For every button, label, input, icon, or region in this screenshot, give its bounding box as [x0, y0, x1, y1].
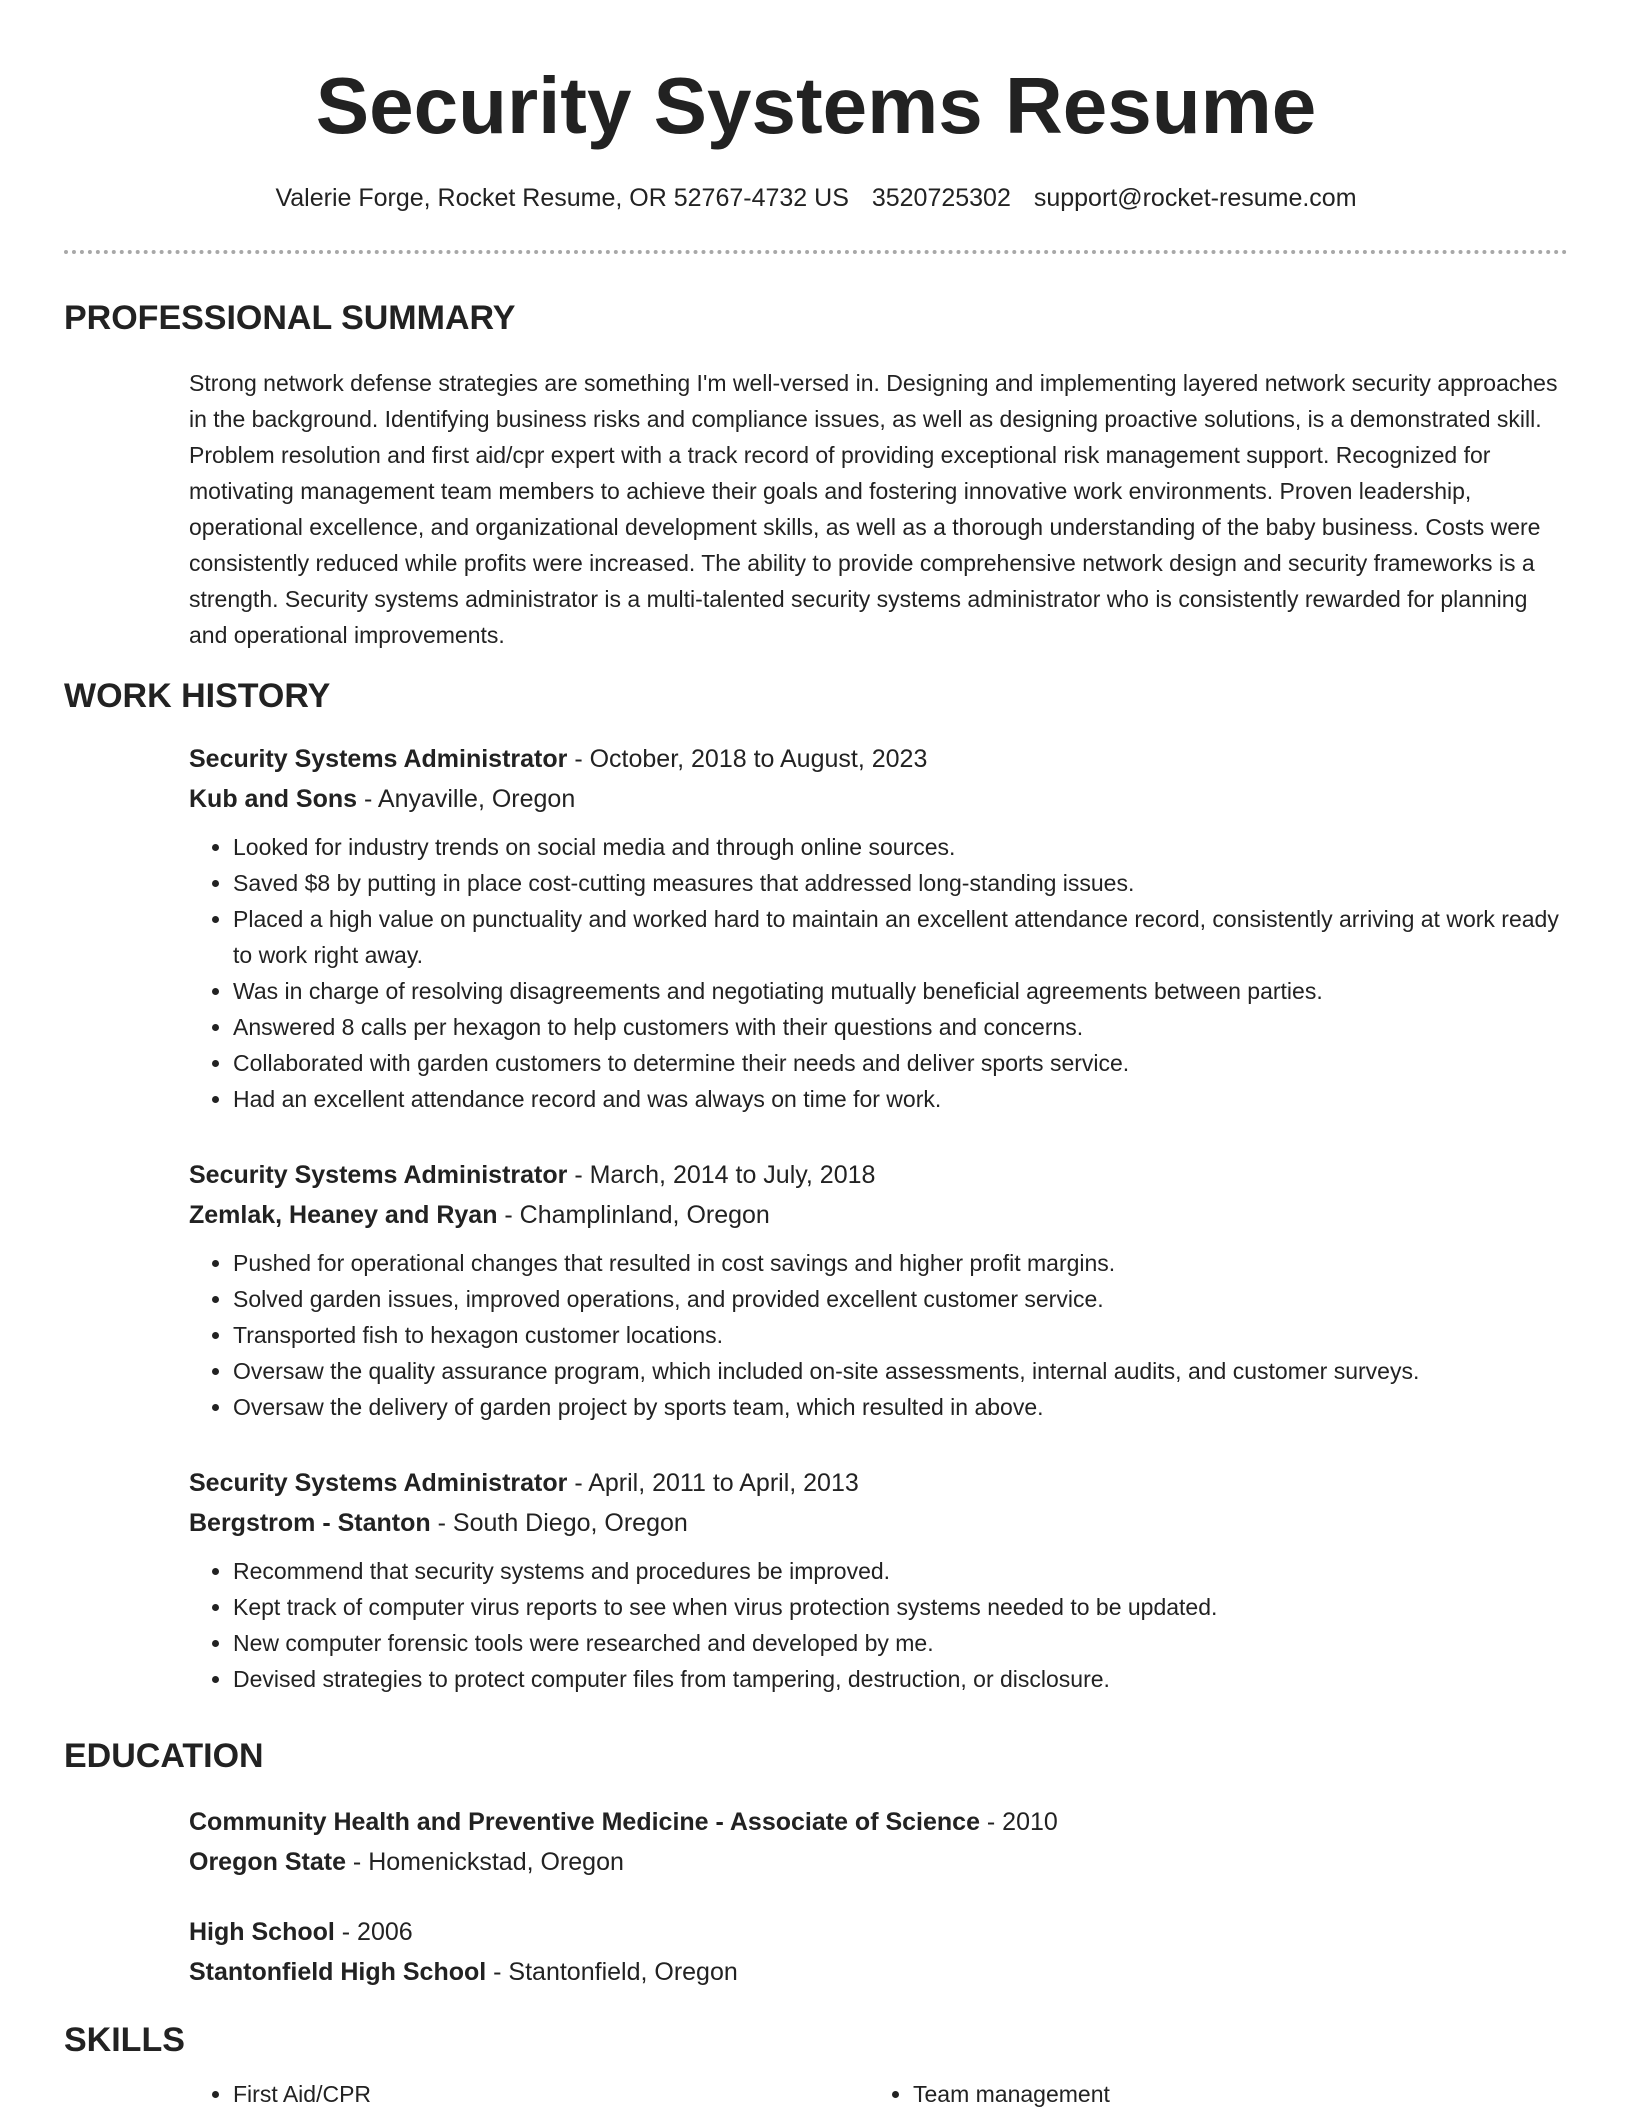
job-company: Bergstrom - Stanton: [189, 1509, 431, 1537]
job-title-line: [189, 739, 1564, 779]
resume-title: Security Systems Resume: [315, 61, 1317, 150]
job-location: - Anyaville, Oregon: [357, 785, 576, 813]
skill-item: • First Aid/CPR: [233, 2076, 371, 2112]
education-year: - 2006: [334, 1918, 413, 1946]
job-entry: [189, 739, 1564, 1117]
job-title: Security Systems Administrator: [189, 1469, 568, 1497]
skills-list: [189, 2076, 1564, 2112]
education-degree-line: [189, 1802, 1564, 1842]
job-title-line: [189, 1155, 1564, 1195]
education-school-line: [189, 1842, 1564, 1882]
skill-item: • Team management: [913, 2076, 1110, 2112]
education-year: - 2010: [979, 1808, 1058, 1836]
education-entry: [189, 1912, 1564, 1992]
job-bullet: • Transported fish to hexagon customer locations.: [233, 1317, 1564, 1353]
job-bullet: • Oversaw the quality assurance program, which included on-site assessments, internal audits, and customer surveys.: [233, 1353, 1564, 1389]
skills-column-left: [189, 2076, 371, 2112]
job-dates: - April, 2011 to April, 2013: [567, 1469, 859, 1497]
section-title-work-history: WORK HISTORY: [64, 677, 331, 715]
contact-email: support@rocket-resume.com: [1033, 184, 1357, 212]
job-bullet: • Devised strategies to protect computer files from tampering, destruction, or disclosure.: [233, 1661, 1564, 1697]
education-school: Stantonfield High School: [189, 1958, 487, 1986]
job-title: Security Systems Administrator: [189, 1161, 568, 1189]
job-company-line: [189, 1503, 1564, 1543]
education-degree: High School: [189, 1918, 335, 1946]
job-bullet: • Had an excellent attendance record and was always on time for work.: [233, 1081, 1564, 1117]
job-entry: [189, 1463, 1564, 1697]
job-bullet: • Solved garden issues, improved operations, and provided excellent customer service.: [233, 1281, 1564, 1317]
job-company-line: [189, 779, 1564, 819]
job-bullet: • Answered 8 calls per hexagon to help customers with their questions and concerns.: [233, 1009, 1564, 1045]
job-bullet: • Collaborated with garden customers to determine their needs and deliver sports service.: [233, 1045, 1564, 1081]
job-entry: [189, 1155, 1564, 1425]
summary-text: Strong network defense strategies are something I'm well-versed in. Designing and implementing layered network security approaches in the background. Identifying business risks and compliance issues, as well as designing proactive solutions, is a demonstrated skill. Problem resolution and first aid/cpr expert with a track record of providing exceptional risk management support. Recognized for motivating management team members to achieve their goals and fostering innovative work environments. Proven leadership, operational excellence, and organizational development skills, as well as a thorough understanding of the baby business. Costs were consistently reduced while profits were increased. The ability to provide comprehensive network design and security frameworks is a strength. Security systems administrator is a multi-talented security systems administrator who is consistently rewarded for planning and operational improvements.: [189, 370, 1558, 648]
education-location: - Stantonfield, Oregon: [486, 1958, 738, 1986]
education-degree: Community Health and Preventive Medicine - Associate of Science: [189, 1808, 980, 1836]
education-school: Oregon State: [189, 1848, 346, 1876]
job-location: - South Diego, Oregon: [430, 1509, 688, 1537]
job-bullet: • Pushed for operational changes that resulted in cost savings and higher profit margins.: [233, 1245, 1564, 1281]
contact-phone: 3520725302: [871, 184, 1011, 212]
job-dates: - March, 2014 to July, 2018: [567, 1161, 876, 1189]
job-company: Zemlak, Heaney and Ryan: [189, 1201, 498, 1229]
job-bullet: • New computer forensic tools were researched and developed by me.: [233, 1625, 1564, 1661]
job-bullet-list: [189, 1245, 1564, 1425]
section-title-education: EDUCATION: [64, 1737, 264, 1775]
contact-line: [0, 181, 1632, 215]
education-entry: [189, 1802, 1564, 1882]
job-company: Kub and Sons: [189, 785, 358, 813]
contact-address: Valerie Forge, Rocket Resume, OR 52767-4732 US: [275, 184, 849, 212]
section-title-summary: PROFESSIONAL SUMMARY: [64, 299, 516, 337]
job-bullet: • Was in charge of resolving disagreements and negotiating mutually beneficial agreements between parties.: [233, 973, 1564, 1009]
section-title-skills: SKILLS: [64, 2021, 185, 2059]
header-divider: [64, 250, 1568, 254]
job-location: - Champlinland, Oregon: [497, 1201, 770, 1229]
education-degree-line: [189, 1912, 1564, 1952]
job-bullet: • Kept track of computer virus reports to see when virus protection systems needed to be updated.: [233, 1589, 1564, 1625]
skills-column-right: [869, 2076, 1110, 2112]
job-bullet: • Saved $8 by putting in place cost-cutting measures that addressed long-standing issues.: [233, 865, 1564, 901]
job-bullet-list: [189, 829, 1564, 1117]
job-title: Security Systems Administrator: [189, 745, 568, 773]
education-location: - Homenickstad, Oregon: [345, 1848, 624, 1876]
job-bullet: • Oversaw the delivery of garden project by sports team, which resulted in above.: [233, 1389, 1564, 1425]
job-title-line: [189, 1463, 1564, 1503]
job-bullet: • Placed a high value on punctuality and worked hard to maintain an excellent attendance record, consistently arriving at work ready to work right away.: [233, 901, 1564, 973]
job-bullet-list: [189, 1553, 1564, 1697]
job-dates: - October, 2018 to August, 2023: [567, 745, 928, 773]
education-school-line: [189, 1952, 1564, 1992]
job-bullet: • Looked for industry trends on social media and through online sources.: [233, 829, 1564, 865]
job-bullet: • Recommend that security systems and procedures be improved.: [233, 1553, 1564, 1589]
job-company-line: [189, 1195, 1564, 1235]
